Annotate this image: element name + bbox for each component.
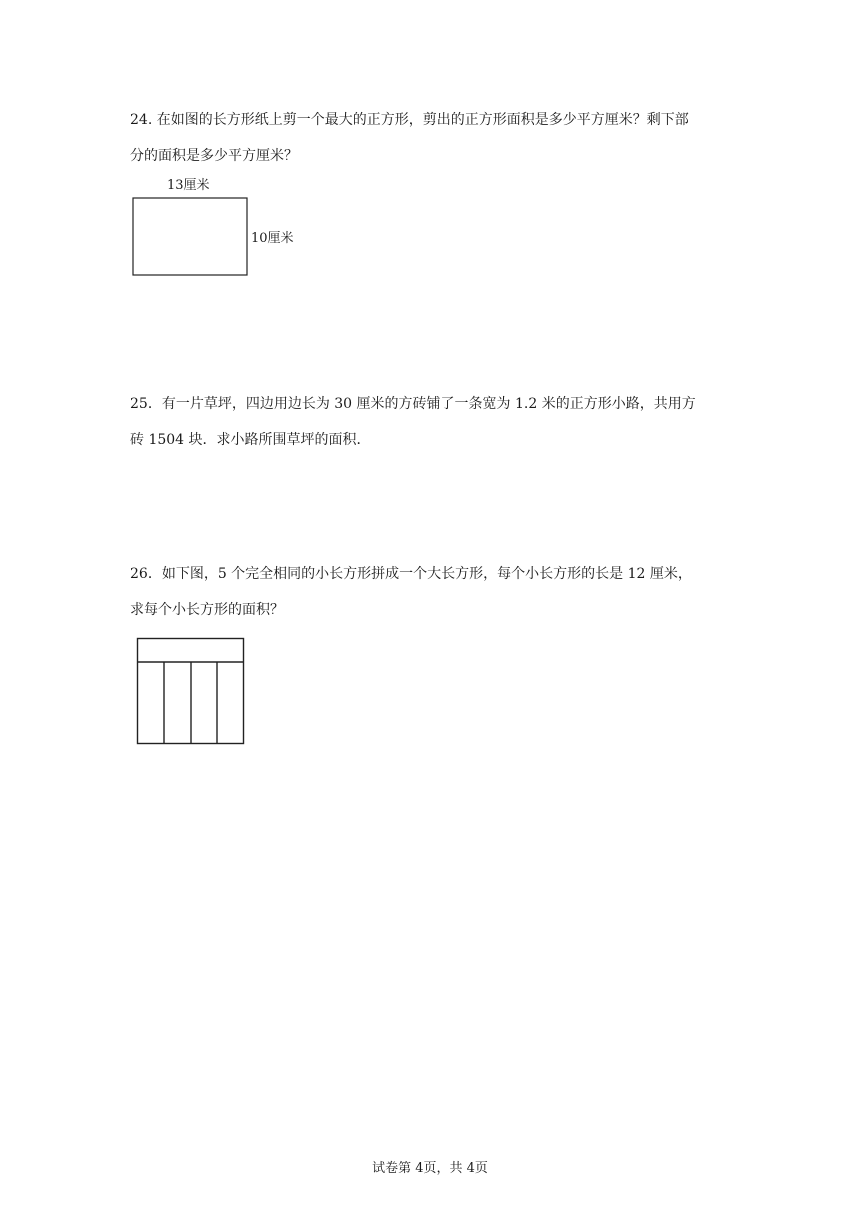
rect-top-length-label: 13厘米 xyxy=(167,178,210,193)
question-25-line-1: 25．有一片草坪，四边用边长为 30 厘米的方砖铺了一条宽为 1.2 米的正方形小路，共用方 xyxy=(130,396,696,412)
five-rectangles-figure xyxy=(136,637,246,747)
rectangle-figure xyxy=(132,197,250,277)
question-24-line-2: 分的面积是多少平方厘米？ xyxy=(130,148,298,164)
rectangle-outline xyxy=(133,198,247,275)
question-24-line-1: 24. 在如图的长方形纸上剪一个最大的正方形，剪出的正方形面积是多少平方厘米？剩下部 xyxy=(130,112,689,128)
rect-side-width-label: 10厘米 xyxy=(251,231,294,246)
question-25-line-2: 砖 1504 块．求小路所围草坪的面积． xyxy=(130,432,371,448)
question-26-line-1: 26．如下图，5 个完全相同的小长方形拼成一个大长方形，每个小长方形的长是 12 厘米， xyxy=(130,566,692,582)
question-26-line-2: 求每个小长方形的面积？ xyxy=(130,602,284,618)
page-footer: 试卷第 4页，共 4页 xyxy=(372,1161,488,1176)
